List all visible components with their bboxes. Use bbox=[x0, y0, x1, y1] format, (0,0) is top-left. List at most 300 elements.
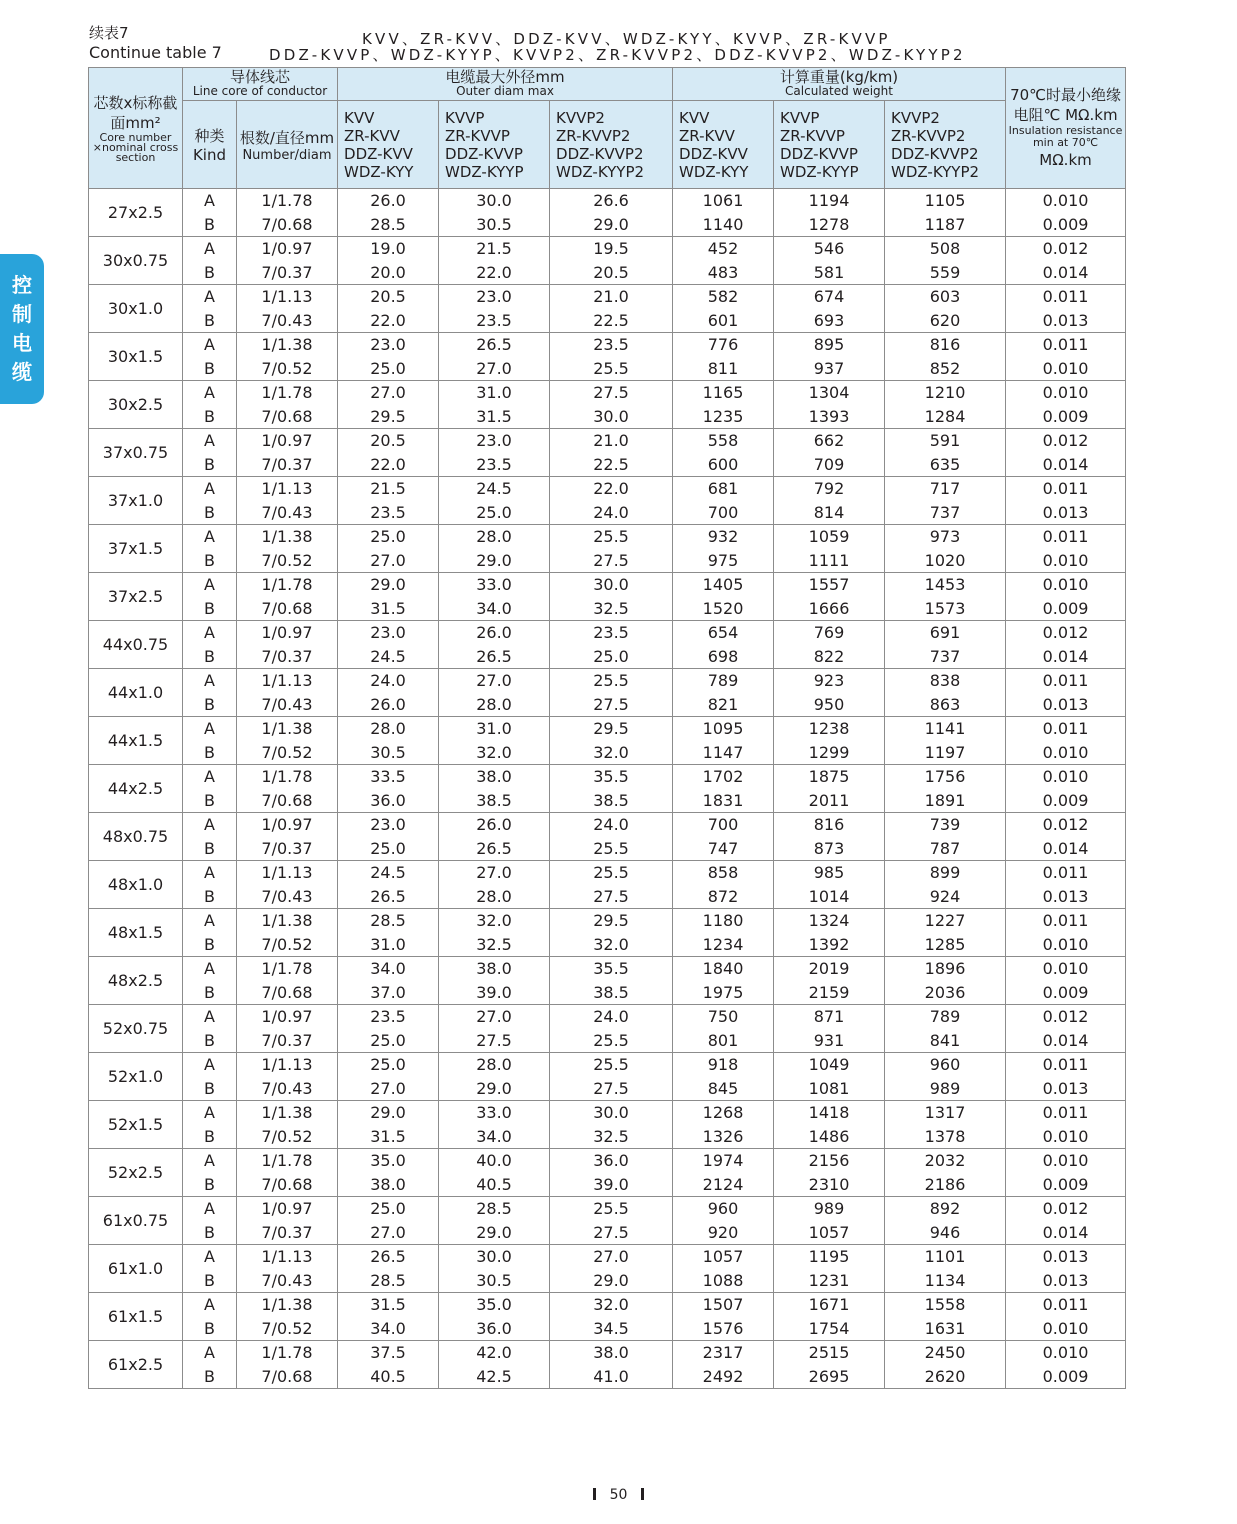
w1-value: 811 bbox=[707, 358, 739, 378]
table-row bbox=[89, 429, 1126, 477]
d3-cell bbox=[550, 1005, 673, 1053]
d2-cell bbox=[439, 237, 550, 285]
d1-value: 35.0 bbox=[370, 1151, 406, 1170]
w1-value: 1702 bbox=[702, 767, 744, 786]
w3-value: 892 bbox=[929, 1199, 961, 1218]
header-diam-group-3: KVVP2 ZR-KVVP2 DDZ-KVVP2 WDZ-KYYP2 bbox=[550, 101, 673, 189]
w1-value: 1235 bbox=[702, 406, 744, 426]
cond-value: 1/0.97 bbox=[261, 431, 313, 450]
d1-value: 26.5 bbox=[370, 886, 406, 906]
w2-value: 931 bbox=[813, 1030, 845, 1050]
w3-value: 717 bbox=[929, 479, 961, 498]
w3-cell bbox=[885, 333, 1006, 381]
kind-value: B bbox=[204, 1366, 215, 1386]
d3-value: 25.5 bbox=[593, 838, 629, 858]
ins-value: 0.014 bbox=[1042, 646, 1089, 666]
ins-value: 0.012 bbox=[1042, 623, 1089, 642]
d2-cell bbox=[439, 813, 550, 861]
kind-value: B bbox=[204, 1270, 215, 1290]
cond-cell bbox=[237, 333, 338, 381]
ins-value: 0.013 bbox=[1042, 310, 1089, 330]
d2-value: 28.0 bbox=[476, 1055, 512, 1074]
ins-value: 0.012 bbox=[1042, 1007, 1089, 1026]
w3-value: 852 bbox=[929, 358, 961, 378]
w1-cell bbox=[673, 1053, 774, 1101]
d1-value: 24.5 bbox=[370, 863, 406, 882]
d1-value: 25.0 bbox=[370, 1030, 406, 1050]
w2-value: 1238 bbox=[808, 719, 850, 738]
w2-value: 546 bbox=[813, 239, 845, 258]
d1-cell bbox=[338, 189, 439, 237]
d1-value: 26.0 bbox=[370, 191, 406, 210]
d3-cell bbox=[550, 525, 673, 573]
d3-value: 32.0 bbox=[593, 1295, 629, 1314]
w2-cell bbox=[774, 1341, 885, 1389]
w2-value: 985 bbox=[813, 863, 845, 882]
d1-cell bbox=[338, 1341, 439, 1389]
w3-value: 838 bbox=[929, 671, 961, 690]
d1-value: 20.5 bbox=[370, 287, 406, 306]
d3-value: 32.0 bbox=[593, 934, 629, 954]
w3-value: 739 bbox=[929, 815, 961, 834]
d2-value: 25.0 bbox=[476, 502, 512, 522]
size-cell: 48x2.5 bbox=[89, 957, 183, 1005]
kind-value: A bbox=[204, 671, 215, 690]
w3-cell bbox=[885, 621, 1006, 669]
ins-cell bbox=[1006, 477, 1126, 525]
d2-cell bbox=[439, 957, 550, 1005]
d1-value: 26.0 bbox=[370, 694, 406, 714]
w3-value: 924 bbox=[929, 886, 961, 906]
table-row bbox=[89, 1149, 1126, 1197]
kind-value: A bbox=[204, 1199, 215, 1218]
w1-value: 2492 bbox=[702, 1366, 744, 1386]
kind-cell bbox=[183, 573, 237, 621]
table-row bbox=[89, 1101, 1126, 1149]
w3-value: 1453 bbox=[924, 575, 966, 594]
d3-value: 25.5 bbox=[593, 358, 629, 378]
ins-cell bbox=[1006, 189, 1126, 237]
d1-value: 31.0 bbox=[370, 934, 406, 954]
w3-value: 1891 bbox=[924, 790, 966, 810]
table-row bbox=[89, 1245, 1126, 1293]
w2-cell bbox=[774, 285, 885, 333]
d3-value: 24.0 bbox=[593, 502, 629, 522]
w1-value: 600 bbox=[707, 454, 739, 474]
w3-value: 973 bbox=[929, 527, 961, 546]
d2-cell bbox=[439, 525, 550, 573]
kind-cell bbox=[183, 909, 237, 957]
cond-value: 7/0.43 bbox=[261, 310, 313, 330]
w1-value: 1140 bbox=[702, 214, 744, 234]
w1-value: 1061 bbox=[702, 191, 744, 210]
d2-value: 22.0 bbox=[476, 262, 512, 282]
w3-value: 2186 bbox=[924, 1174, 966, 1194]
w2-value: 989 bbox=[813, 1199, 845, 1218]
d1-value: 27.0 bbox=[370, 550, 406, 570]
kind-value: B bbox=[204, 310, 215, 330]
w2-value: 1754 bbox=[808, 1318, 850, 1338]
d3-value: 27.5 bbox=[593, 383, 629, 402]
side-tab-char: 缆 bbox=[12, 360, 32, 384]
kind-cell bbox=[183, 957, 237, 1005]
w3-value: 559 bbox=[929, 262, 961, 282]
w3-cell bbox=[885, 765, 1006, 813]
d3-cell bbox=[550, 957, 673, 1005]
d1-value: 23.5 bbox=[370, 1007, 406, 1026]
d3-cell bbox=[550, 477, 673, 525]
d3-value: 23.5 bbox=[593, 623, 629, 642]
caption-cn: 续表7 bbox=[89, 24, 129, 42]
d1-value: 34.0 bbox=[370, 959, 406, 978]
d3-value: 27.5 bbox=[593, 694, 629, 714]
d2-value: 35.0 bbox=[476, 1295, 512, 1314]
w3-value: 989 bbox=[929, 1078, 961, 1098]
d3-value: 30.0 bbox=[593, 575, 629, 594]
w1-value: 750 bbox=[707, 1007, 739, 1026]
d3-value: 39.0 bbox=[593, 1174, 629, 1194]
w3-cell bbox=[885, 717, 1006, 765]
w1-cell bbox=[673, 957, 774, 1005]
kind-cell bbox=[183, 1341, 237, 1389]
header-weight-group-3: KVVP2 ZR-KVVP2 DDZ-KVVP2 WDZ-KYYP2 bbox=[885, 101, 1006, 189]
kind-cell bbox=[183, 861, 237, 909]
d2-value: 29.0 bbox=[476, 1078, 512, 1098]
d3-value: 27.5 bbox=[593, 886, 629, 906]
w1-cell bbox=[673, 477, 774, 525]
ins-value: 0.014 bbox=[1042, 454, 1089, 474]
d1-value: 34.0 bbox=[370, 1318, 406, 1338]
ins-cell bbox=[1006, 717, 1126, 765]
ins-cell bbox=[1006, 1341, 1126, 1389]
cond-value: 1/1.38 bbox=[261, 1103, 313, 1122]
w2-cell bbox=[774, 381, 885, 429]
ins-cell bbox=[1006, 765, 1126, 813]
d3-cell bbox=[550, 573, 673, 621]
w2-value: 1194 bbox=[808, 191, 850, 210]
d2-value: 34.0 bbox=[476, 598, 512, 618]
kind-value: B bbox=[204, 886, 215, 906]
size-cell: 30x0.75 bbox=[89, 237, 183, 285]
cond-value: 1/0.97 bbox=[261, 623, 313, 642]
kind-value: B bbox=[204, 838, 215, 858]
table-row bbox=[89, 285, 1126, 333]
cond-cell bbox=[237, 189, 338, 237]
w1-value: 2317 bbox=[702, 1343, 744, 1362]
cond-value: 1/0.97 bbox=[261, 1007, 313, 1026]
kind-value: B bbox=[204, 358, 215, 378]
size-cell: 52x1.5 bbox=[89, 1101, 183, 1149]
table-row bbox=[89, 861, 1126, 909]
side-tab-char: 电 bbox=[12, 331, 32, 355]
w3-value: 1134 bbox=[924, 1270, 966, 1290]
w2-value: 2695 bbox=[808, 1366, 850, 1386]
d2-value: 27.0 bbox=[476, 863, 512, 882]
d2-value: 42.5 bbox=[476, 1366, 512, 1386]
w3-value: 1284 bbox=[924, 406, 966, 426]
cond-value: 1/1.78 bbox=[261, 1151, 313, 1170]
w1-value: 920 bbox=[707, 1222, 739, 1242]
d2-cell bbox=[439, 573, 550, 621]
w3-value: 787 bbox=[929, 838, 961, 858]
w2-value: 693 bbox=[813, 310, 845, 330]
w1-cell bbox=[673, 429, 774, 477]
d2-value: 30.5 bbox=[476, 214, 512, 234]
header-outer-diam: 电缆最大外径mm Outer diam max bbox=[338, 68, 673, 101]
ins-value: 0.011 bbox=[1042, 671, 1089, 690]
d2-cell bbox=[439, 333, 550, 381]
d3-value: 34.5 bbox=[593, 1318, 629, 1338]
d3-value: 38.5 bbox=[593, 982, 629, 1002]
ins-value: 0.013 bbox=[1042, 502, 1089, 522]
ins-value: 0.013 bbox=[1042, 1247, 1089, 1266]
cond-value: 7/0.37 bbox=[261, 262, 313, 282]
d1-value: 40.5 bbox=[370, 1366, 406, 1386]
d1-value: 33.5 bbox=[370, 767, 406, 786]
cond-value: 7/0.43 bbox=[261, 694, 313, 714]
size-cell: 37x2.5 bbox=[89, 573, 183, 621]
w2-value: 1057 bbox=[808, 1222, 850, 1242]
kind-value: B bbox=[204, 550, 215, 570]
d3-value: 22.5 bbox=[593, 310, 629, 330]
w2-cell bbox=[774, 1197, 885, 1245]
cond-value: 7/0.52 bbox=[261, 742, 313, 762]
ins-value: 0.012 bbox=[1042, 815, 1089, 834]
d3-value: 27.5 bbox=[593, 1222, 629, 1242]
d3-value: 27.0 bbox=[593, 1247, 629, 1266]
w1-cell bbox=[673, 669, 774, 717]
w1-value: 1975 bbox=[702, 982, 744, 1002]
d1-value: 31.5 bbox=[370, 1295, 406, 1314]
d1-value: 19.0 bbox=[370, 239, 406, 258]
w1-value: 1576 bbox=[702, 1318, 744, 1338]
header-weight-group-2: KVVP ZR-KVVP DDZ-KVVP WDZ-KYYP bbox=[774, 101, 885, 189]
d1-cell bbox=[338, 861, 439, 909]
cond-value: 1/1.13 bbox=[261, 1247, 313, 1266]
table-row bbox=[89, 621, 1126, 669]
d2-value: 28.0 bbox=[476, 527, 512, 546]
ins-cell bbox=[1006, 861, 1126, 909]
kind-value: B bbox=[204, 406, 215, 426]
w2-value: 1666 bbox=[808, 598, 850, 618]
w3-value: 1020 bbox=[924, 550, 966, 570]
size-cell: 30x2.5 bbox=[89, 381, 183, 429]
d1-value: 27.0 bbox=[370, 1222, 406, 1242]
w1-value: 1326 bbox=[702, 1126, 744, 1146]
w3-value: 1105 bbox=[924, 191, 966, 210]
d1-cell bbox=[338, 477, 439, 525]
d1-cell bbox=[338, 909, 439, 957]
w2-cell bbox=[774, 1101, 885, 1149]
d3-cell bbox=[550, 861, 673, 909]
ins-cell bbox=[1006, 957, 1126, 1005]
ins-value: 0.012 bbox=[1042, 431, 1089, 450]
cond-value: 7/0.52 bbox=[261, 1126, 313, 1146]
ins-value: 0.010 bbox=[1042, 358, 1089, 378]
w3-value: 591 bbox=[929, 431, 961, 450]
w1-value: 681 bbox=[707, 479, 739, 498]
w1-cell bbox=[673, 237, 774, 285]
cond-value: 1/1.13 bbox=[261, 287, 313, 306]
d2-value: 27.5 bbox=[476, 1030, 512, 1050]
ins-value: 0.009 bbox=[1042, 1366, 1089, 1386]
ins-value: 0.014 bbox=[1042, 1030, 1089, 1050]
cond-cell bbox=[237, 1149, 338, 1197]
w1-cell bbox=[673, 525, 774, 573]
cond-cell bbox=[237, 813, 338, 861]
kind-value: A bbox=[204, 911, 215, 930]
kind-value: B bbox=[204, 1174, 215, 1194]
page-bar-left bbox=[593, 1488, 596, 1500]
d1-value: 28.5 bbox=[370, 214, 406, 234]
ins-value: 0.011 bbox=[1042, 719, 1089, 738]
d3-value: 36.0 bbox=[593, 1151, 629, 1170]
w3-cell bbox=[885, 525, 1006, 573]
d3-cell bbox=[550, 909, 673, 957]
w3-value: 737 bbox=[929, 502, 961, 522]
w1-value: 1974 bbox=[702, 1151, 744, 1170]
kind-value: A bbox=[204, 1103, 215, 1122]
d2-value: 38.0 bbox=[476, 767, 512, 786]
kind-value: B bbox=[204, 1318, 215, 1338]
d1-cell bbox=[338, 1101, 439, 1149]
w3-cell bbox=[885, 1005, 1006, 1053]
w2-value: 1671 bbox=[808, 1295, 850, 1314]
kind-value: B bbox=[204, 454, 215, 474]
cond-value: 1/1.13 bbox=[261, 479, 313, 498]
w2-value: 1324 bbox=[808, 911, 850, 930]
size-cell: 27x2.5 bbox=[89, 189, 183, 237]
d1-cell bbox=[338, 525, 439, 573]
d2-value: 34.0 bbox=[476, 1126, 512, 1146]
ins-value: 0.009 bbox=[1042, 214, 1089, 234]
w2-value: 1111 bbox=[808, 550, 850, 570]
w2-value: 937 bbox=[813, 358, 845, 378]
cond-value: 1/0.97 bbox=[261, 1199, 313, 1218]
d1-value: 25.0 bbox=[370, 838, 406, 858]
w3-value: 1101 bbox=[924, 1247, 966, 1266]
ins-value: 0.011 bbox=[1042, 287, 1089, 306]
w3-value: 1631 bbox=[924, 1318, 966, 1338]
d2-cell bbox=[439, 1101, 550, 1149]
ins-value: 0.009 bbox=[1042, 406, 1089, 426]
size-cell: 44x0.75 bbox=[89, 621, 183, 669]
w2-value: 674 bbox=[813, 287, 845, 306]
ins-value: 0.014 bbox=[1042, 838, 1089, 858]
ins-value: 0.010 bbox=[1042, 383, 1089, 402]
d2-value: 27.0 bbox=[476, 358, 512, 378]
w2-value: 2310 bbox=[808, 1174, 850, 1194]
d2-value: 26.5 bbox=[476, 335, 512, 354]
d3-value: 26.6 bbox=[593, 191, 629, 210]
d3-cell bbox=[550, 237, 673, 285]
d1-value: 25.0 bbox=[370, 1199, 406, 1218]
kind-value: A bbox=[204, 863, 215, 882]
cond-cell bbox=[237, 717, 338, 765]
d3-value: 19.5 bbox=[593, 239, 629, 258]
cond-value: 1/1.78 bbox=[261, 767, 313, 786]
w3-cell bbox=[885, 909, 1006, 957]
table-row bbox=[89, 477, 1126, 525]
kind-value: A bbox=[204, 1343, 215, 1362]
ins-value: 0.009 bbox=[1042, 790, 1089, 810]
d3-value: 21.0 bbox=[593, 287, 629, 306]
ins-cell bbox=[1006, 1005, 1126, 1053]
header-diam-group-2: KVVP ZR-KVVP DDZ-KVVP WDZ-KYYP bbox=[439, 101, 550, 189]
kind-value: A bbox=[204, 815, 215, 834]
w1-cell bbox=[673, 285, 774, 333]
w2-value: 814 bbox=[813, 502, 845, 522]
d3-value: 30.0 bbox=[593, 1103, 629, 1122]
d1-cell bbox=[338, 381, 439, 429]
kind-cell bbox=[183, 333, 237, 381]
w2-cell bbox=[774, 525, 885, 573]
d2-cell bbox=[439, 1053, 550, 1101]
cond-value: 1/1.78 bbox=[261, 1343, 313, 1362]
w1-value: 1088 bbox=[702, 1270, 744, 1290]
ins-value: 0.009 bbox=[1042, 982, 1089, 1002]
d3-value: 25.0 bbox=[593, 646, 629, 666]
w2-value: 1392 bbox=[808, 934, 850, 954]
kind-cell bbox=[183, 525, 237, 573]
d2-value: 33.0 bbox=[476, 1103, 512, 1122]
ins-value: 0.010 bbox=[1042, 934, 1089, 954]
cond-value: 7/0.68 bbox=[261, 790, 313, 810]
d2-cell bbox=[439, 861, 550, 909]
d2-cell bbox=[439, 621, 550, 669]
cond-value: 7/0.68 bbox=[261, 214, 313, 234]
ins-value: 0.011 bbox=[1042, 1295, 1089, 1314]
w1-value: 801 bbox=[707, 1030, 739, 1050]
d1-value: 20.0 bbox=[370, 262, 406, 282]
w2-value: 1014 bbox=[808, 886, 850, 906]
cond-cell bbox=[237, 429, 338, 477]
w3-value: 1756 bbox=[924, 767, 966, 786]
kind-cell bbox=[183, 1293, 237, 1341]
d3-value: 24.0 bbox=[593, 815, 629, 834]
kind-cell bbox=[183, 1005, 237, 1053]
d3-cell bbox=[550, 381, 673, 429]
w2-value: 2019 bbox=[808, 959, 850, 978]
w3-cell bbox=[885, 669, 1006, 717]
d2-value: 27.0 bbox=[476, 671, 512, 690]
kind-cell bbox=[183, 1245, 237, 1293]
d3-cell bbox=[550, 429, 673, 477]
ins-value: 0.013 bbox=[1042, 1270, 1089, 1290]
d3-cell bbox=[550, 1101, 673, 1149]
ins-cell bbox=[1006, 1053, 1126, 1101]
kind-cell bbox=[183, 477, 237, 525]
models-line-1: KVV、ZR-KVV、DDZ-KVV、WDZ-KYY、KVVP、ZR-KVVP bbox=[362, 30, 891, 48]
w2-cell bbox=[774, 1053, 885, 1101]
w1-cell bbox=[673, 1101, 774, 1149]
d3-value: 29.0 bbox=[593, 1270, 629, 1290]
page-bar-right bbox=[641, 1488, 644, 1500]
ins-value: 0.010 bbox=[1042, 767, 1089, 786]
size-cell: 44x1.0 bbox=[89, 669, 183, 717]
w3-cell bbox=[885, 1197, 1006, 1245]
w2-cell bbox=[774, 717, 885, 765]
d2-value: 40.5 bbox=[476, 1174, 512, 1194]
w2-cell bbox=[774, 1245, 885, 1293]
table-row bbox=[89, 717, 1126, 765]
w3-value: 635 bbox=[929, 454, 961, 474]
d2-value: 23.0 bbox=[476, 431, 512, 450]
w2-cell bbox=[774, 1293, 885, 1341]
w3-value: 603 bbox=[929, 287, 961, 306]
kind-value: A bbox=[204, 287, 215, 306]
table-row bbox=[89, 957, 1126, 1005]
